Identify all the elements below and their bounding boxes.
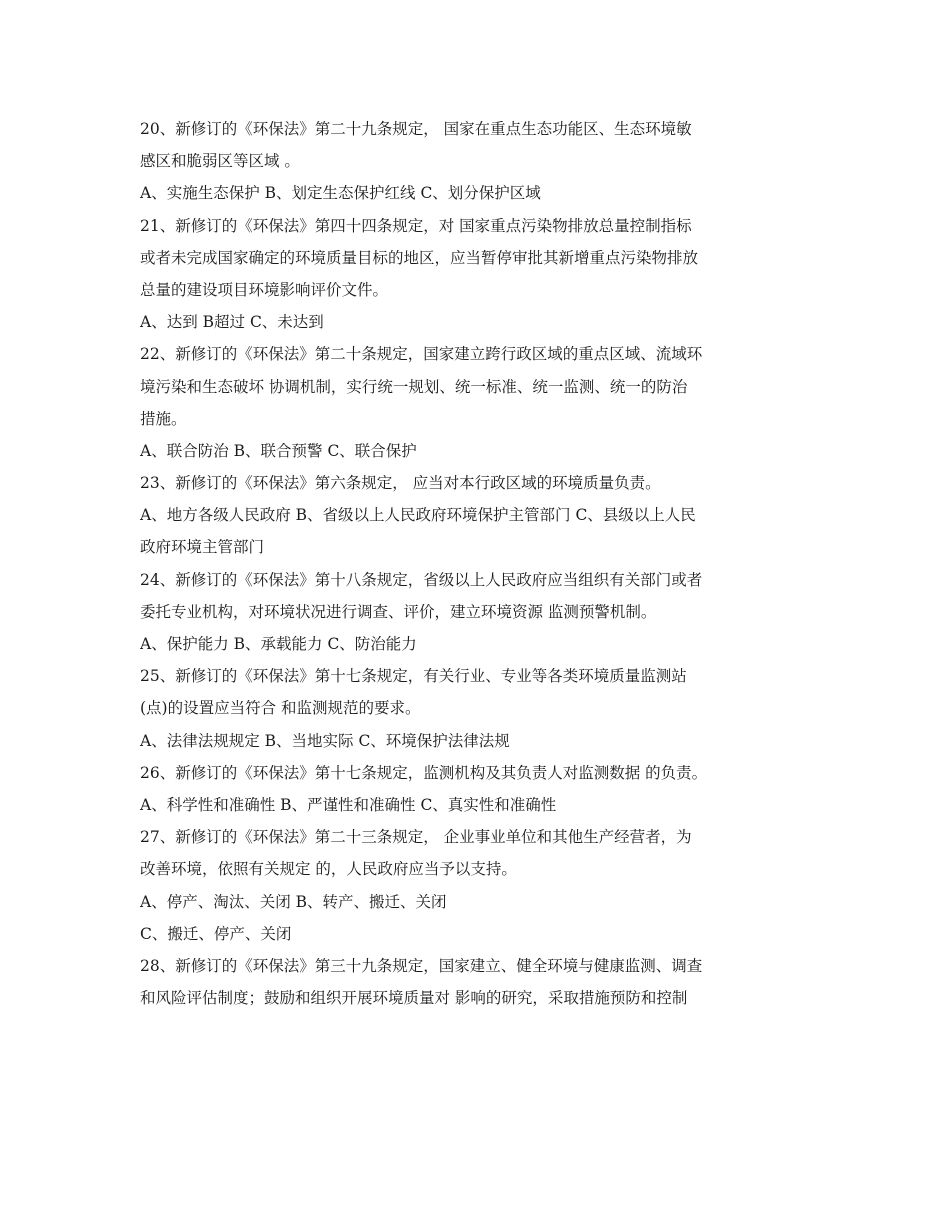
question-25-text-line-1: 25、新修订的《环保法》第十七条规定，有关行业、专业等各类环境质量监测站	[140, 667, 687, 686]
document-page	[140, 113, 820, 1014]
question-24-text-line-1: 24、新修订的《环保法》第十八条规定，省级以上人民政府应当组织有关部门或者	[140, 570, 703, 589]
question-21-text-line-1: 21、新修订的《环保法》第四十四条规定，对 国家重点污染物排放总量控制指标	[140, 216, 692, 235]
question-25-options: A、法律法规规定 B、当地实际 C、环境保护法律法规	[140, 731, 510, 750]
question-26-text-line-1: 26、新修订的《环保法》第十七条规定，监测机构及其负责人对监测数据 的负责。	[140, 763, 708, 782]
question-21-text-line-2: 或者未完成国家确定的环境质量目标的地区，应当暂停审批其新增重点污染物排放	[140, 248, 699, 267]
question-28-text-line-1: 28、新修订的《环保法》第三十九条规定，国家建立、健全环境与健康监测、调查	[140, 956, 703, 975]
question-22-text-line-3: 措施。	[140, 409, 187, 428]
question-27-text-line-1: 27、新修订的《环保法》第二十三条规定， 企业事业单位和其他生产经营者，为	[140, 828, 692, 847]
question-20-options: A、实施生态保护 B、划定生态保护红线 C、划分保护区域	[140, 184, 541, 203]
question-20-text-line-2: 感区和脆弱区等区域 。	[140, 152, 300, 171]
question-23-text-line-1: 23、新修订的《环保法》第六条规定， 应当对本行政区域的环境质量负责。	[140, 474, 661, 493]
question-24-text-line-2: 委托专业机构，对环境状况进行调查、评价，建立环境资源 监测预警机制。	[140, 602, 657, 621]
question-23-options-line-2: 政府环境主管部门	[140, 538, 265, 557]
question-28-text-line-2: 和风险评估制度；鼓励和组织开展环境质量对 影响的研究，采取措施预防和控制	[140, 989, 688, 1008]
question-27-options-line-1: A、停产、淘汰、关闭 B、转产、搬迁、关闭	[140, 892, 447, 911]
question-24-options: A、保护能力 B、承载能力 C、防治能力	[140, 635, 417, 653]
question-26-options: A、科学性和准确性 B、严谨性和准确性 C、真实性和准确性	[140, 795, 557, 814]
question-22-text-line-2: 境污染和生态破坏 协调机制，实行统一规划、统一标准、统一监测、统一的防治	[140, 377, 688, 396]
question-20-text-line-1: 20、新修订的《环保法》第二十九条规定， 国家在重点生态功能区、生态环境敏	[140, 120, 692, 138]
question-21-text-line-3: 总量的建设项目环境影响评价文件。	[140, 280, 389, 299]
question-27-text-line-2: 改善环境，依照有关规定 的，人民政府应当予以支持。	[140, 860, 517, 879]
question-22-text-line-1: 22、新修订的《环保法》第二十条规定，国家建立跨行政区域的重点区域、流域环	[140, 345, 703, 364]
question-25-text-line-2: (点)的设置应当符合 和监测规范的要求。	[140, 699, 421, 718]
question-23-options-line-1: A、地方各级人民政府 B、省级以上人民政府环境保护主管部门 C、县级以上人民	[140, 506, 696, 525]
question-27-options-line-2: C、搬迁、停产、关闭	[140, 924, 292, 943]
question-21-options: A、达到 B超过 C、未达到	[140, 313, 324, 332]
question-22-options: A、联合防治 B、联合预警 C、联合保护	[140, 441, 417, 460]
